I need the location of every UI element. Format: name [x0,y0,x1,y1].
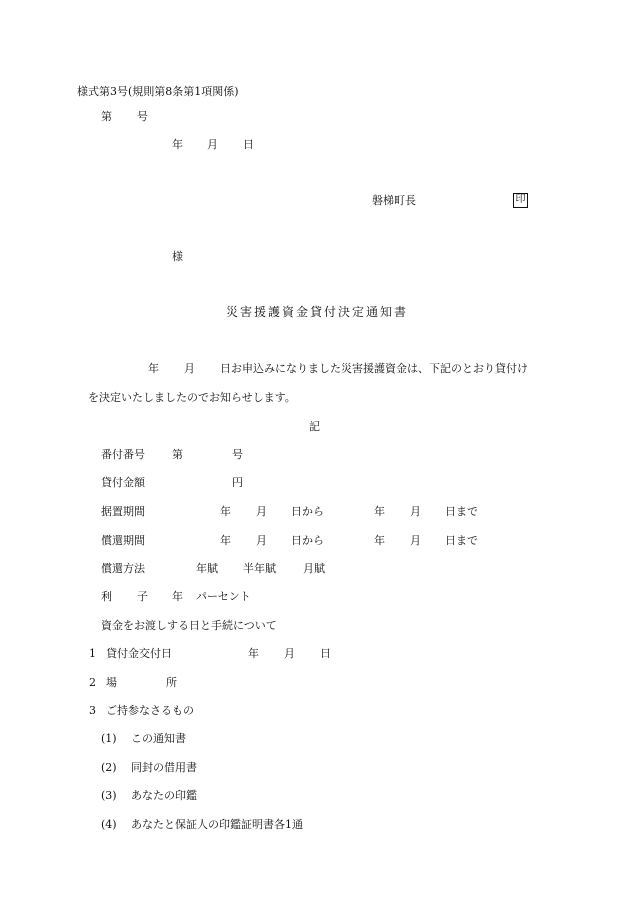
p2-label-a: 場 [106,676,117,689]
doc-number-dai: 第 [101,110,112,123]
repayment-period-y2: 年 [374,534,385,547]
loan-number-go: 号 [232,448,243,461]
p3-label: ご持参なさるもの [106,704,194,717]
deferment-y1: 年 [220,505,231,518]
body-line1: 日お申込みになりました災害援護資金は、下記のとおり貸付け [220,362,528,375]
subitem-2-number: (2) [101,761,117,774]
doc-number-go: 号 [137,110,148,123]
repayment-period-y1: 年 [220,534,231,547]
subitem-3-number: (3) [101,789,117,802]
interest-percent: パーセント [196,590,251,603]
issuer-name: 磐梯町長 [372,194,416,207]
p1-number: 1 [89,647,96,660]
subitem-1-number: (1) [101,732,117,745]
document-title: 災害援護資金貸付決定通知書 [226,305,409,319]
body-year: 年 [148,362,159,375]
p1-day: 日 [320,647,331,660]
repayment-method-label: 償還方法 [101,562,145,575]
deferment-from: 日から [291,505,324,518]
repayment-period-from: 日から [291,534,324,547]
loan-amount-label: 貸付金額 [101,476,145,489]
procedures-heading: 資金をお渡しする日と手続について [101,619,277,632]
loan-amount-unit: 円 [232,476,243,489]
deferment-label: 据置期間 [101,505,145,518]
seal-mark: 印 [513,193,528,208]
repayment-monthly: 月賦 [303,562,325,575]
loan-number-label: 番付番号 [101,448,145,461]
deferment-m1: 月 [256,505,267,518]
loan-number-dai: 第 [172,448,183,461]
date-day: 日 [243,138,254,151]
repayment-period-until: 日まで [445,534,478,547]
repayment-period-m2: 月 [410,534,421,547]
p2-number: 2 [89,676,96,689]
p2-label-b: 所 [166,676,177,689]
form-header: 様式第3号(規則第8条第1項関係) [77,85,239,98]
repayment-period-m1: 月 [256,534,267,547]
p1-label: 貸付金交付日 [106,647,172,660]
p1-month: 月 [284,647,295,660]
ki-label: 記 [309,420,320,433]
p1-year: 年 [248,647,259,660]
subitem-2-text: 同封の借用書 [131,761,197,774]
subitem-1-text: この通知書 [131,732,186,745]
interest-label-a: 利 [101,590,112,603]
p3-number: 3 [89,704,96,717]
subitem-4-text: あなたと保証人の印鑑証明書各1通 [131,818,303,831]
body-line2: を決定いたしましたのでお知らせします。 [88,391,296,404]
repayment-annual: 年賦 [196,562,218,575]
date-year: 年 [172,138,183,151]
body-month: 月 [184,362,195,375]
subitem-3-text: あなたの印鑑 [131,789,197,802]
repayment-period-label: 償還期間 [101,534,145,547]
addressee: 様 [172,250,183,263]
repayment-semiannual: 半年賦 [243,562,276,575]
interest-label-b: 子 [137,590,148,603]
date-month: 月 [207,138,218,151]
deferment-until: 日まで [445,505,478,518]
deferment-y2: 年 [374,505,385,518]
interest-year: 年 [172,590,183,603]
subitem-4-number: (4) [101,818,117,831]
deferment-m2: 月 [410,505,421,518]
